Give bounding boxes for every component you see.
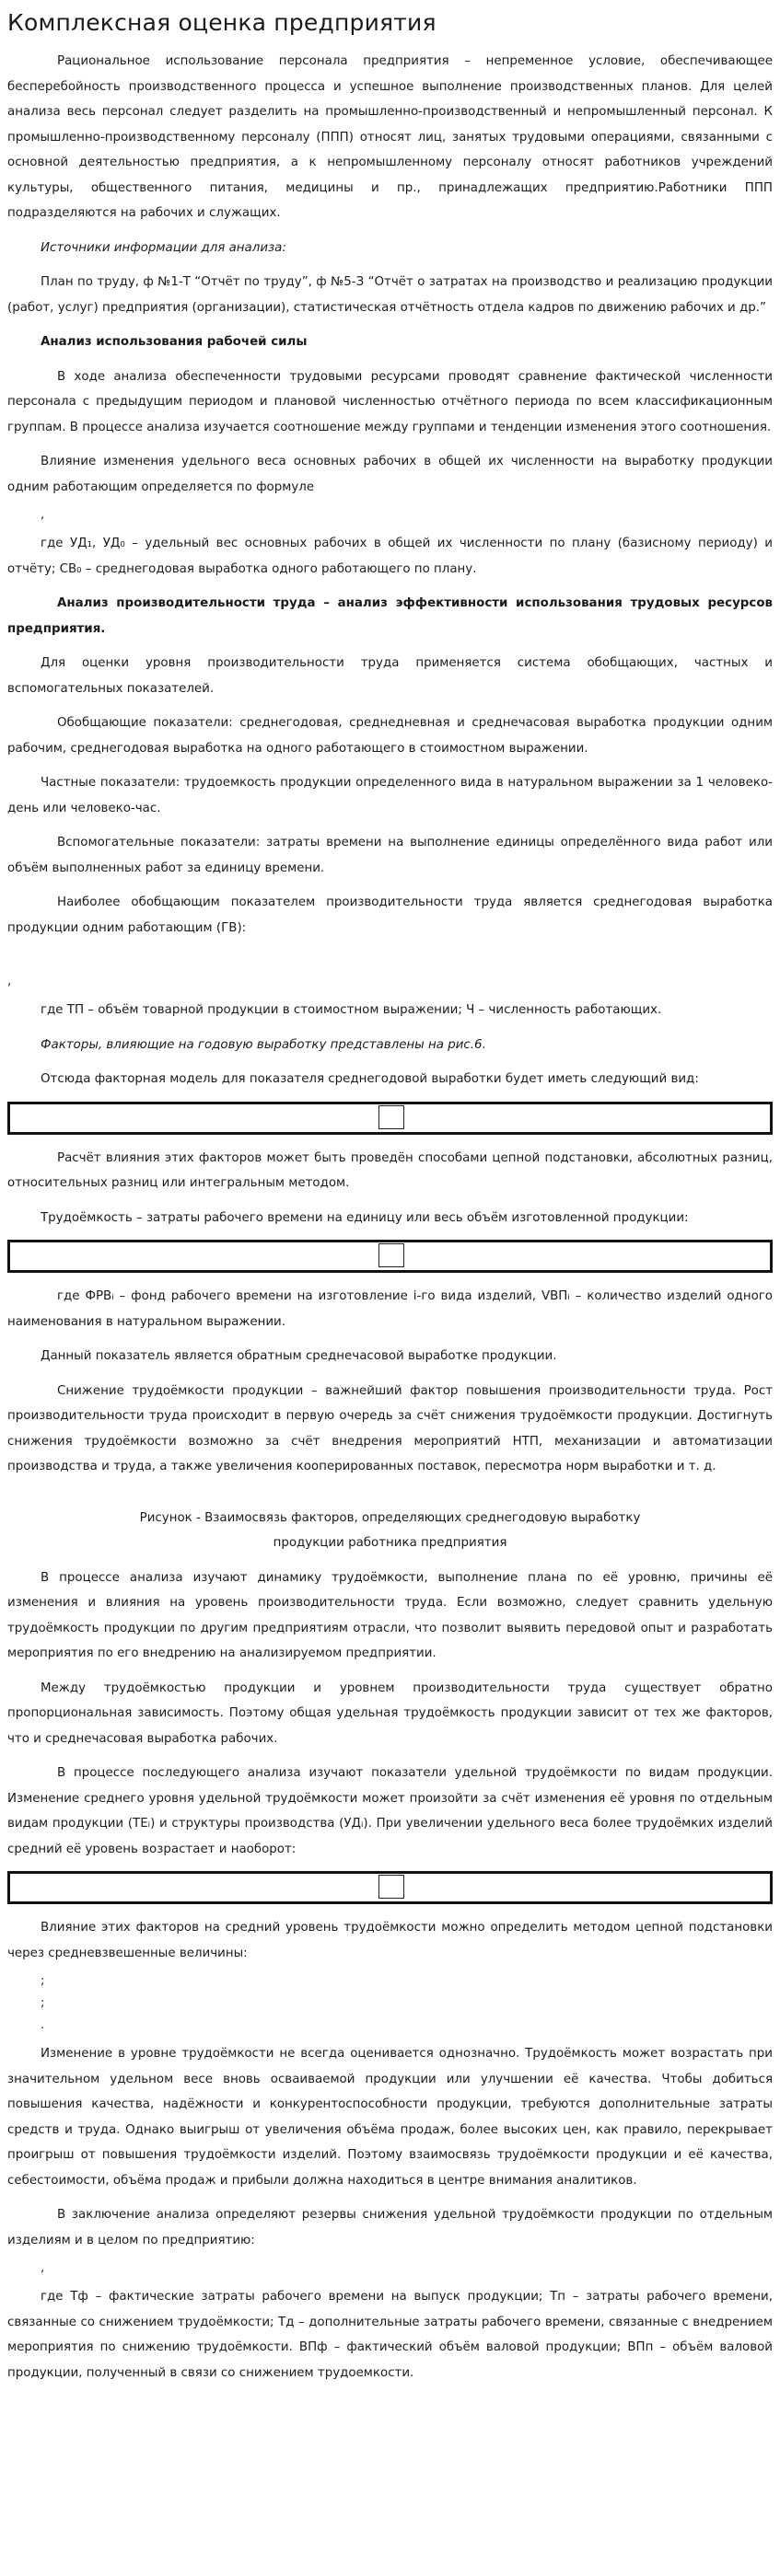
- paragraph: Наиболее обобщающим показателем производительности труда является среднегодовая выработка продукции одним работающим (ГВ):: [7, 895, 773, 935]
- paragraph: где УД₁, УД₀ – удельный вес основных рабочих в общей их численности по плану (базисному периоду) и отчёту; СВ₀ – среднегодовая выработка одного работающего по плану.: [7, 537, 773, 576]
- section-heading: Анализ использования рабочей силы: [41, 335, 308, 349]
- section-heading: Анализ производительности труда – анализ эффективности использования трудовых ресурсов предприятия.: [7, 596, 773, 636]
- paragraph: где ФРВᵢ – фонд рабочего времени на изготовление i-го вида изделий, VВПᵢ – количество изделий одного наименования в натуральном выражении.: [7, 1289, 773, 1329]
- paragraph: Факторы, влияющие на годовую выработку представлены на рис.6.: [41, 1037, 486, 1052]
- paragraph: Между трудоёмкостью продукции и уровнем производительности труда существует обратно пропорциональная зависимость. Поэтому общая удельная трудоёмкость продукции зависит от тех же факторов, что и среднечасовая выработка рабочих.: [7, 1681, 773, 1746]
- paragraph: Данный показатель является обратным среднечасовой выработке продукции.: [41, 1349, 557, 1363]
- page-title: Комплексная оценка предприятия: [7, 9, 437, 36]
- formula-frame: [7, 1240, 773, 1273]
- formula-space: [7, 950, 773, 976]
- formula-placeholder: ;: [41, 1974, 45, 1988]
- paragraph: Рациональное использование персонала предприятия – непременное условие, обеспечивающее бесперебойность производственного процесса и успешное выполнение производственных планов. Для целей анализа весь персонал следует разделить на промышленно-производственный и непромышленный персонал. К промышленно-производственному персоналу (ППП) относят лиц, занятых трудовыми операциями, связанными с основной деятельностью предприятия, а к непромышленному персоналу относят работников учреждений культуры, общественного питания, медицины и пр., принадлежащих предприятию.Работники ППП подразделяются на рабочих и служащих.: [7, 54, 773, 220]
- formula-placeholder: ;: [41, 1996, 45, 2010]
- formula-cell: [378, 1105, 404, 1129]
- formula-frame: [7, 1871, 773, 1904]
- paragraph: Частные показатели: трудоемкость продукции определенного вида в натуральном выражении за 1 человеко-день или человеко-час.: [7, 776, 773, 815]
- sources-heading: Источники информации для анализа:: [41, 240, 286, 255]
- formula-placeholder: ,: [41, 2261, 45, 2275]
- paragraph: План по труду, ф №1-Т “Отчёт по труду”, ф №5-З “Отчёт о затратах на производство и реализацию продукции (работ, услуг) предприятия (организации), статистическая отчётность отдела кадров по движению рабочих и др.”: [7, 275, 773, 315]
- formula-cell: [378, 1243, 404, 1267]
- formula-placeholder: .: [41, 2018, 45, 2032]
- paragraph: где ТП – объём товарной продукции в стоимостном выражении; Ч – численность работающих.: [41, 1003, 662, 1017]
- figure-caption: Рисунок - Взаимосвязь факторов, определяющих среднегодовую выработку: [139, 1510, 641, 1525]
- paragraph: Изменение в уровне трудоёмкости не всегда оценивается однозначно. Трудоёмкость может возрастать при значительном удельном весе вновь осваиваемой продукции или улучшении её качества. Чтобы добиться повышения качества, надёжности и конкурентоспособности продукции, требуются дополнительные затраты средств и труда. Однако выигрыш от увеличения объёма продаж, более высоких цен, как правило, перекрывает проигрыш от повышения трудоёмкости изделий. Поэтому взаимосвязь трудоёмкости продукции и её качества, себестоимости, объёма продаж и прибыли должна находиться в центре внимания аналитиков.: [7, 2047, 773, 2188]
- paragraph: В процессе анализа изучают динамику трудоёмкости, выполнение плана по её уровню, причины её изменения и влияния на уровень производительности труда. Если возможно, следует сравнить удельную трудоёмкость продукции по другим предприятиям отрасли, что позволит выявить передовой опыт и разработать мероприятия по его внедрению на анализируемом предприятии.: [7, 1570, 773, 1660]
- paragraph: В заключение анализа определяют резервы снижения удельной трудоёмкости продукции по отдельным изделиям и в целом по предприятию:: [7, 2208, 773, 2247]
- paragraph: Снижение трудоёмкости продукции – важнейший фактор повышения производительности труда. Рост производительности труда происходит в первую очередь за счёт снижения трудоёмкости продукции. Достигнуть снижения трудоёмкости возможно за счёт внедрения мероприятий НТП, механизации и автоматизации производства и труда, а также увеличения кооперированных поставок, пересмотра норм выработки и т. д.: [7, 1383, 773, 1473]
- paragraph: Отсюда факторная модель для показателя среднегодовой выработки будет иметь следующий вид:: [41, 1072, 699, 1086]
- formula-frame: [7, 1102, 773, 1135]
- paragraph: где Тф – фактические затраты рабочего времени на выпуск продукции; Тп – затраты рабочего времени, связанные со снижением трудоёмкости; Тд – дополнительные затраты рабочего времени, связанные с внедрением мероприятия по снижению трудоёмкости. ВПф – фактический объём валовой продукции; ВПп – объём валовой продукции, полученный в связи со снижением трудоемкости.: [7, 2290, 773, 2380]
- formula-placeholder: ,: [41, 508, 45, 522]
- figure-caption: продукции работника предприятия: [273, 1536, 507, 1550]
- paragraph: Влияние изменения удельного веса основных рабочих в общей их численности на выработку продукции одним работающим определяется по формуле: [7, 455, 773, 494]
- paragraph: Расчёт влияния этих факторов может быть проведён способами цепной подстановки, абсолютных разниц, относительных разниц или интегральным методом.: [7, 1150, 773, 1190]
- paragraph: Обобщающие показатели: среднегодовая, среднедневная и среднечасовая выработка продукции одним рабочим, среднегодовая выработка на одного работающего в стоимостном выражении.: [7, 716, 773, 756]
- paragraph: Для оценки уровня производительности труда применяется система обобщающих, частных и вспомогательных показателей.: [7, 656, 773, 696]
- paragraph: В ходе анализа обеспеченности трудовыми ресурсами проводят сравнение фактической численности персонала с предыдущим периодом и плановой численностью отчётного периода по всем классификационным группам. В процессе анализа изучается соотношение между группами и тенденции изменения этого соотношения.: [7, 369, 773, 434]
- figure-space: [7, 1489, 773, 1506]
- paragraph: Трудоёмкость – затраты рабочего времени на единицу или весь объём изготовленной продукции:: [41, 1210, 689, 1225]
- paragraph: В процессе последующего анализа изучают показатели удельной трудоёмкости по видам продукции. Изменение среднего уровня удельной трудоёмкости может произойти за счёт изменения её уровня по отдельным видам продукции (ТЕᵢ) и структуры производства (УДᵢ). При увеличении удельного веса более трудоёмких изделий средний её уровень возрастает и наоборот:: [7, 1766, 773, 1856]
- paragraph: Вспомогательные показатели: затраты времени на выполнение единицы определённого вида работ или объём выполненных работ за единицу времени.: [7, 836, 773, 875]
- formula-placeholder: ,: [7, 975, 12, 988]
- formula-cell: [378, 1875, 404, 1899]
- paragraph: Влияние этих факторов на средний уровень трудоёмкости можно определить методом цепной подстановки через средневзвешенные величины:: [7, 1921, 773, 1960]
